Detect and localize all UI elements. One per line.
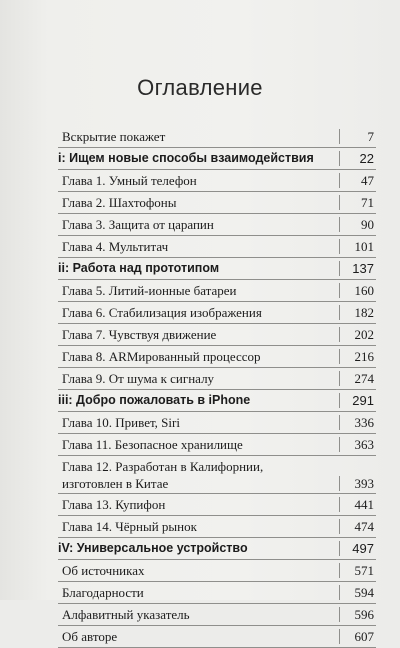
toc-entry-label: Глава 8. ARMированный процессор [62, 349, 261, 364]
toc-entry-label: Глава 14. Чёрный рынок [62, 519, 197, 534]
toc-page-number: 216 [354, 349, 374, 364]
toc-entry-label: Глава 13. Купифон [62, 497, 166, 512]
toc-page-number: 202 [354, 327, 374, 342]
toc-separator [339, 261, 340, 276]
toc-row [58, 604, 376, 626]
toc-page-number: 90 [361, 217, 374, 232]
toc-entry-label: Алфавитный указатель [62, 607, 190, 622]
toc-page-number: 7 [367, 129, 374, 144]
toc-separator [339, 437, 340, 452]
toc-title: Оглавление [137, 75, 263, 100]
toc-row [58, 126, 376, 148]
toc-entry-label: Об источниках [62, 563, 145, 578]
toc-entry-label: Глава 2. Шахтофоны [62, 195, 177, 210]
toc-separator [339, 476, 340, 491]
toc-entry-label: Глава 4. Мультитач [62, 239, 169, 254]
toc-separator [339, 371, 340, 386]
toc-entry-label: Глава 7. Чувствуя движение [62, 327, 217, 342]
toc-separator [339, 585, 340, 600]
toc-part-row [58, 148, 376, 170]
toc-entry-label: Об авторе [62, 629, 118, 644]
table-of-contents [58, 126, 376, 648]
toc-page-number: 336 [354, 415, 374, 430]
toc-entry-label: Глава 3. Защита от царапин [62, 217, 214, 232]
toc-page-number: 182 [354, 305, 374, 320]
toc-separator [339, 563, 340, 578]
toc-page-number: 47 [361, 173, 374, 188]
toc-entry-label: i: Ищем новые способы взаимодействия [58, 151, 314, 165]
toc-page-number: 274 [354, 371, 374, 386]
toc-page-number: 596 [354, 607, 374, 622]
toc-page-number: 363 [354, 437, 374, 452]
toc-page-number: 441 [354, 497, 374, 512]
toc-page-number: 607 [354, 629, 374, 644]
toc-separator [339, 607, 340, 622]
toc-entry-label: Глава 6. Стабилизация изображения [62, 305, 262, 320]
toc-page-number: 137 [352, 261, 374, 276]
toc-separator [339, 393, 340, 408]
toc-row [58, 280, 376, 302]
toc-row [58, 214, 376, 236]
toc-row [58, 192, 376, 214]
toc-row [58, 302, 376, 324]
toc-page-number: 594 [354, 585, 374, 600]
toc-separator [339, 497, 340, 512]
toc-separator [339, 195, 340, 210]
toc-separator [339, 283, 340, 298]
toc-entry-label: Глава 1. Умный телефон [62, 173, 197, 188]
toc-page-number: 71 [361, 195, 374, 210]
toc-row [58, 368, 376, 390]
toc-row [58, 170, 376, 192]
toc-entry-label: iii: Добро пожаловать в iPhone [58, 393, 251, 407]
toc-row [58, 582, 376, 604]
toc-separator [339, 217, 340, 232]
toc-entry-label: Глава 9. От шума к сигналу [62, 371, 215, 386]
toc-page-number: 160 [354, 283, 374, 298]
toc-row [58, 236, 376, 258]
toc-entry-label: Глава 5. Литий-ионные батареи [62, 283, 237, 298]
toc-entry-label: Глава 10. Привет, Siri [62, 415, 180, 430]
toc-page-number: 22 [359, 151, 374, 166]
toc-separator [339, 541, 340, 556]
toc-separator [339, 519, 340, 534]
toc-separator [339, 305, 340, 320]
toc-separator [339, 327, 340, 342]
toc-page-number: 101 [354, 239, 374, 254]
toc-row [58, 494, 376, 516]
toc-row [58, 324, 376, 346]
toc-entry-label: Глава 12. Разработан в Калифорнии, изготовлен в Китае [62, 459, 264, 491]
toc-row [58, 412, 376, 434]
toc-separator [339, 349, 340, 364]
toc-row [58, 434, 376, 456]
toc-row [58, 626, 376, 648]
toc-part-row [58, 390, 376, 412]
toc-row [58, 516, 376, 538]
toc-entry-label: iV: Универсальное устройство [58, 541, 248, 555]
toc-part-row [58, 538, 376, 560]
toc-part-row [58, 258, 376, 280]
toc-separator [339, 151, 340, 166]
toc-page-number: 571 [354, 563, 374, 578]
toc-entry-label: Благодарности [62, 585, 144, 600]
toc-page-number: 497 [352, 541, 374, 556]
toc-separator [339, 173, 340, 188]
toc-separator [339, 129, 340, 144]
toc-separator [339, 239, 340, 254]
toc-entry-label: ii: Работа над прототипом [58, 261, 220, 275]
toc-page-number: 291 [352, 393, 374, 408]
toc-row [58, 560, 376, 582]
toc-separator [339, 629, 340, 644]
toc-page-number: 393 [354, 476, 374, 491]
toc-row [58, 456, 376, 494]
toc-page-number: 474 [354, 519, 374, 534]
toc-entry-label: Вскрытие покажет [62, 129, 166, 144]
toc-separator [339, 415, 340, 430]
toc-row [58, 346, 376, 368]
toc-entry-label: Глава 11. Безопасное хранилище [62, 437, 243, 452]
